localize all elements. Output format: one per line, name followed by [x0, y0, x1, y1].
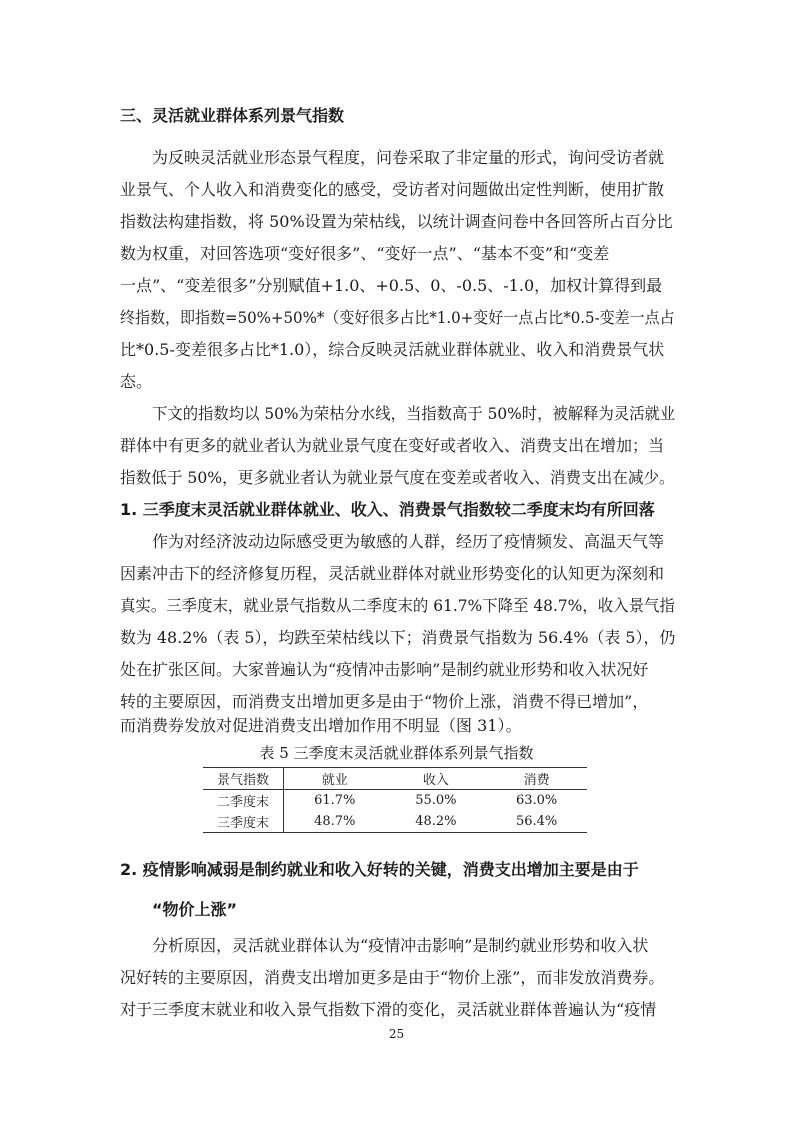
- table-cell: 61.7%: [314, 793, 356, 808]
- table-cell: 48.7%: [284, 811, 386, 833]
- paragraph-line: 因素冲击下的经济修复历程，灵活就业群体对就业形势变化的认知更为深刻和: [120, 564, 665, 583]
- table-cell: 三季度末: [203, 811, 284, 833]
- paragraph-line: 对于三季度末就业和收入景气指数下滑的变化，灵活就业群体普遍认为“疫情: [120, 1000, 657, 1019]
- table-cell: 二季度末: [203, 790, 284, 812]
- table-header-cell: 消费: [486, 768, 587, 790]
- paragraph-line: 处在扩张区间。大家普遍认为“疫情冲击影响”是制约就业形势和收入状况好: [120, 660, 649, 679]
- paragraph-line: 业景气、个人收入和消费变化的感受，受访者对问题做出定性判断，使用扩散: [120, 180, 665, 199]
- table-row: [203, 811, 587, 833]
- paragraph-line: 数为权重，对回答选项“变好很多”、“变好一点”、“基本不变”和“变差: [120, 244, 610, 263]
- paragraph-line: 数为 48.2%（表 5），均跌至荣枯线以下；消费景气指数为 56.4%（表 5），仍: [120, 628, 676, 647]
- paragraph-line: 作为对经济波动边际感受更为敏感的人群，经历了疫情频发、高温天气等: [152, 532, 665, 551]
- paragraph-line: 下文的指数均以 50%为荣枯分水线，当指数高于 50%时，被解释为灵活就业: [152, 404, 676, 423]
- paragraph-line: 终指数，即指数=50%+50%*（变好很多占比*1.0+变好一点占比*0.5-变差一点占: [120, 308, 675, 327]
- subsection-heading: 1. 三季度末灵活就业群体就业、收入、消费景气指数较二季度末均有所回落: [120, 500, 655, 519]
- table-cell: 55.0%: [415, 793, 457, 808]
- paragraph-line: 群体中有更多的就业者认为就业景气度在变好或者收入、消费支出在增加；当: [120, 436, 665, 455]
- paragraph-line: 态。: [120, 372, 153, 391]
- paragraph-line: 一点”、“变差很多”分别赋值+1.0、+0.5、0、-0.5、-1.0，加权计算得到最: [120, 276, 663, 295]
- table-header-row: [203, 768, 587, 790]
- table-header-cell: 景气指数: [203, 768, 284, 790]
- page-number: 25: [388, 1027, 405, 1041]
- paragraph-line: 况好转的主要原因，消费支出增加更多是由于“物价上涨”，而非发放消费券。: [120, 968, 665, 987]
- subsection-heading-continued: “物价上涨”: [152, 900, 238, 919]
- table-cell: 63.0%: [515, 793, 558, 808]
- index-table: [203, 767, 587, 833]
- subsection-heading: 2. 疫情影响减弱是制约就业和收入好转的关键，消费支出增加主要是由于: [120, 860, 639, 879]
- table-caption: 表 5 三季度末灵活就业群体系列景气指数: [259, 744, 534, 762]
- paragraph-line: 为反映灵活就业形态景气程度，问卷采取了非定量的形式，询问受访者就: [152, 148, 665, 167]
- paragraph-line: 转的主要原因，而消费支出增加更多是由于“物价上涨，消费不得已增加”，: [120, 692, 649, 711]
- paragraph-line: 分析原因，灵活就业群体认为“疫情冲击影响”是制约就业形势和收入状: [152, 936, 649, 955]
- table-cell: 48.2%: [385, 811, 486, 833]
- table-header-cell: 就业: [284, 768, 386, 790]
- table-header-cell: 收入: [385, 768, 486, 790]
- paragraph-line: 指数低于 50%，更多就业者认为就业景气度在变差或者收入、消费支出在减少。: [120, 468, 675, 487]
- paragraph-line: 指数法构建指数，将 50%设置为荣枯线，以统计调查问卷中各回答所占百分比: [120, 212, 673, 231]
- paragraph-line: 真实。三季度末，就业景气指数从二季度末的 61.7%下降至 48.7%，收入景气指: [120, 596, 675, 615]
- paragraph-line: 而消费券发放对促进消费支出增加作用不明显（图 31）。: [120, 716, 522, 735]
- paragraph-line: 比*0.5-变差很多占比*1.0），综合反映灵活就业群体就业、收入和消费景气状: [120, 340, 665, 359]
- table-cell: 56.4%: [486, 811, 587, 833]
- table-row: [203, 790, 587, 812]
- section-heading: 三、灵活就业群体系列景气指数: [120, 106, 345, 125]
